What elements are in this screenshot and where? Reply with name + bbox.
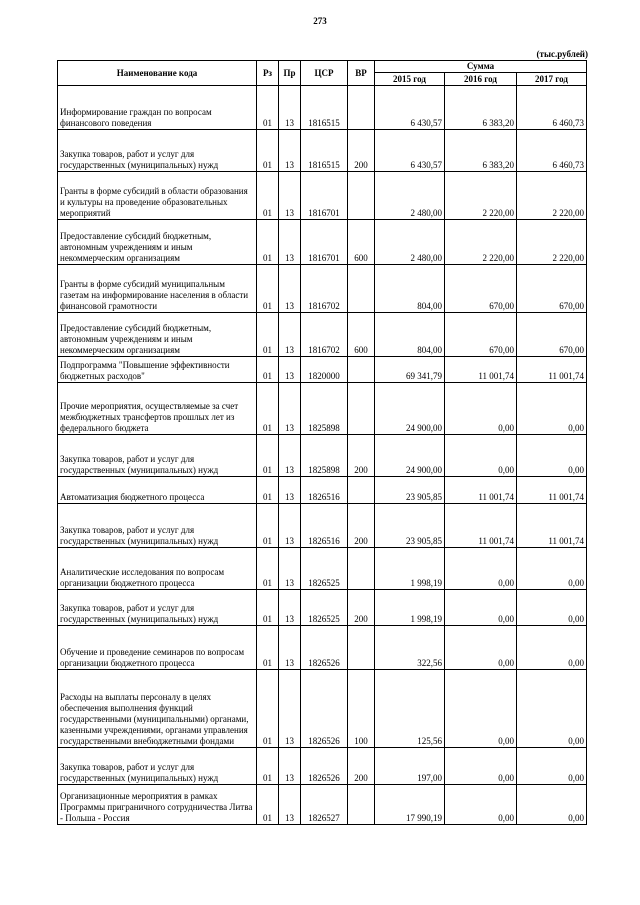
row-name: Прочие мероприятия, осуществляемые за счет межбюджетных трансфертов прошлых лет из федерального бюджета <box>58 383 257 435</box>
table-row <box>58 590 587 626</box>
row-rz: 01 <box>257 626 279 670</box>
row-vr: 200 <box>348 590 375 626</box>
table-row <box>58 265 587 313</box>
row-amount-2016: 2 220,00 <box>445 220 517 265</box>
row-amount-2016: 0,00 <box>445 590 517 626</box>
row-amount-2017: 0,00 <box>517 435 587 477</box>
row-amount-2015: 23 905,85 <box>375 477 445 504</box>
row-amount-2016: 0,00 <box>445 626 517 670</box>
row-amount-2016: 0,00 <box>445 785 517 825</box>
row-amount-2015: 69 341,79 <box>375 357 445 383</box>
units-label: (тыс.рублей) <box>536 49 588 59</box>
row-pr: 13 <box>279 477 301 504</box>
row-pr: 13 <box>279 626 301 670</box>
row-vr <box>348 172 375 220</box>
row-name: Закупка товаров, работ и услуг для государственных (муниципальных) нужд <box>58 435 257 477</box>
row-rz: 01 <box>257 86 279 130</box>
table-row <box>58 785 587 825</box>
header-csr: ЦСР <box>301 61 348 86</box>
row-amount-2015: 322,56 <box>375 626 445 670</box>
row-rz: 01 <box>257 265 279 313</box>
row-pr: 13 <box>279 357 301 383</box>
header-2017: 2017 год <box>517 73 587 86</box>
table-row <box>58 504 587 548</box>
table-row <box>58 435 587 477</box>
table-row <box>58 548 587 590</box>
row-vr: 200 <box>348 435 375 477</box>
row-csr: 1826516 <box>301 504 348 548</box>
row-rz: 01 <box>257 130 279 172</box>
row-csr: 1826525 <box>301 590 348 626</box>
row-csr: 1816702 <box>301 313 348 357</box>
header-vr: ВР <box>348 61 375 86</box>
row-pr: 13 <box>279 172 301 220</box>
row-amount-2017: 6 460,73 <box>517 130 587 172</box>
row-pr: 13 <box>279 548 301 590</box>
table-row <box>58 357 587 383</box>
row-amount-2017: 2 220,00 <box>517 172 587 220</box>
header-name: Наименование кода <box>58 61 257 86</box>
row-vr: 600 <box>348 220 375 265</box>
row-amount-2017: 11 001,74 <box>517 477 587 504</box>
row-amount-2017: 0,00 <box>517 590 587 626</box>
row-vr <box>348 626 375 670</box>
table-row <box>58 313 587 357</box>
row-vr <box>348 383 375 435</box>
table-row <box>58 670 587 748</box>
row-vr <box>348 265 375 313</box>
row-name: Закупка товаров, работ и услуг для государственных (муниципальных) нужд <box>58 590 257 626</box>
row-pr: 13 <box>279 130 301 172</box>
row-vr <box>348 357 375 383</box>
row-amount-2017: 0,00 <box>517 785 587 825</box>
row-amount-2017: 0,00 <box>517 670 587 748</box>
row-csr: 1825898 <box>301 383 348 435</box>
row-vr <box>348 548 375 590</box>
row-amount-2015: 804,00 <box>375 265 445 313</box>
row-csr: 1826526 <box>301 626 348 670</box>
row-name: Закупка товаров, работ и услуг для государственных (муниципальных) нужд <box>58 130 257 172</box>
row-csr: 1826527 <box>301 785 348 825</box>
row-rz: 01 <box>257 548 279 590</box>
row-vr: 100 <box>348 670 375 748</box>
row-name: Расходы на выплаты персоналу в целях обеспечения выполнения функций государственными (муниципальными) органами, казенными учреждениями, органами управления государственными внебюджетными фондами <box>58 670 257 748</box>
row-amount-2017: 11 001,74 <box>517 504 587 548</box>
row-vr: 200 <box>348 504 375 548</box>
row-rz: 01 <box>257 477 279 504</box>
row-rz: 01 <box>257 504 279 548</box>
row-amount-2016: 0,00 <box>445 670 517 748</box>
row-vr: 200 <box>348 130 375 172</box>
row-amount-2016: 0,00 <box>445 435 517 477</box>
row-amount-2015: 24 900,00 <box>375 435 445 477</box>
row-vr <box>348 86 375 130</box>
row-amount-2015: 125,56 <box>375 670 445 748</box>
row-amount-2017: 0,00 <box>517 548 587 590</box>
header-2015: 2015 год <box>375 73 445 86</box>
row-amount-2015: 6 430,57 <box>375 130 445 172</box>
row-name: Подпрограмма "Повышение эффективности бюджетных расходов" <box>58 357 257 383</box>
row-csr: 1826526 <box>301 670 348 748</box>
row-rz: 01 <box>257 785 279 825</box>
row-csr: 1820000 <box>301 357 348 383</box>
row-amount-2017: 2 220,00 <box>517 220 587 265</box>
row-name: Предоставление субсидий бюджетным, автономным учреждениям и иным некоммерческим организациям <box>58 313 257 357</box>
header-pr: Пр <box>279 61 301 86</box>
row-rz: 01 <box>257 220 279 265</box>
row-amount-2016: 0,00 <box>445 383 517 435</box>
row-name: Гранты в форме субсидий в области образования и культуры на проведение образовательных мероприятий <box>58 172 257 220</box>
row-vr <box>348 477 375 504</box>
row-amount-2017: 0,00 <box>517 383 587 435</box>
row-pr: 13 <box>279 265 301 313</box>
row-amount-2017: 670,00 <box>517 265 587 313</box>
row-amount-2017: 6 460,73 <box>517 86 587 130</box>
row-csr: 1826526 <box>301 748 348 785</box>
row-csr: 1826516 <box>301 477 348 504</box>
row-rz: 01 <box>257 435 279 477</box>
row-pr: 13 <box>279 383 301 435</box>
table-row <box>58 626 587 670</box>
row-amount-2015: 23 905,85 <box>375 504 445 548</box>
row-vr <box>348 785 375 825</box>
row-amount-2015: 6 430,57 <box>375 86 445 130</box>
row-amount-2015: 2 480,00 <box>375 172 445 220</box>
row-rz: 01 <box>257 383 279 435</box>
row-amount-2015: 804,00 <box>375 313 445 357</box>
row-pr: 13 <box>279 220 301 265</box>
row-amount-2015: 1 998,19 <box>375 548 445 590</box>
row-name: Предоставление субсидий бюджетным, автономным учреждениям и иным некоммерческим организациям <box>58 220 257 265</box>
row-name: Закупка товаров, работ и услуг для государственных (муниципальных) нужд <box>58 504 257 548</box>
row-amount-2017: 0,00 <box>517 748 587 785</box>
row-rz: 01 <box>257 670 279 748</box>
row-amount-2015: 197,00 <box>375 748 445 785</box>
header-sum: Сумма <box>375 61 587 73</box>
row-pr: 13 <box>279 785 301 825</box>
row-pr: 13 <box>279 504 301 548</box>
table-row <box>58 130 587 172</box>
table-row <box>58 172 587 220</box>
row-amount-2015: 2 480,00 <box>375 220 445 265</box>
row-name: Закупка товаров, работ и услуг для государственных (муниципальных) нужд <box>58 748 257 785</box>
row-amount-2016: 0,00 <box>445 548 517 590</box>
row-name: Аналитические исследования по вопросам организации бюджетного процесса <box>58 548 257 590</box>
row-name: Информирование граждан по вопросам финансового поведения <box>58 86 257 130</box>
row-pr: 13 <box>279 313 301 357</box>
table-row <box>58 477 587 504</box>
row-pr: 13 <box>279 748 301 785</box>
row-amount-2015: 24 900,00 <box>375 383 445 435</box>
table-row <box>58 220 587 265</box>
row-csr: 1816702 <box>301 265 348 313</box>
row-csr: 1826525 <box>301 548 348 590</box>
row-rz: 01 <box>257 357 279 383</box>
table-row <box>58 86 587 130</box>
row-csr: 1816515 <box>301 130 348 172</box>
row-csr: 1816701 <box>301 172 348 220</box>
row-rz: 01 <box>257 313 279 357</box>
row-amount-2016: 11 001,74 <box>445 357 517 383</box>
header-2016: 2016 год <box>445 73 517 86</box>
page-number: 273 <box>313 16 327 26</box>
row-amount-2016: 11 001,74 <box>445 477 517 504</box>
row-pr: 13 <box>279 435 301 477</box>
row-csr: 1816515 <box>301 86 348 130</box>
row-amount-2016: 670,00 <box>445 313 517 357</box>
row-amount-2015: 17 990,19 <box>375 785 445 825</box>
row-pr: 13 <box>279 590 301 626</box>
row-amount-2017: 11 001,74 <box>517 357 587 383</box>
table-row <box>58 748 587 785</box>
row-amount-2016: 6 383,20 <box>445 86 517 130</box>
row-amount-2016: 6 383,20 <box>445 130 517 172</box>
row-amount-2017: 0,00 <box>517 626 587 670</box>
row-vr: 600 <box>348 313 375 357</box>
row-amount-2015: 1 998,19 <box>375 590 445 626</box>
row-pr: 13 <box>279 670 301 748</box>
header-rz: Рз <box>257 61 279 86</box>
row-pr: 13 <box>279 86 301 130</box>
row-name: Организационные мероприятия в рамках Программы приграничного сотрудничества Литва - Польша - Россия <box>58 785 257 825</box>
row-amount-2016: 670,00 <box>445 265 517 313</box>
row-csr: 1825898 <box>301 435 348 477</box>
row-csr: 1816701 <box>301 220 348 265</box>
row-rz: 01 <box>257 590 279 626</box>
row-name: Обучение и проведение семинаров по вопросам организации бюджетного процесса <box>58 626 257 670</box>
row-amount-2016: 0,00 <box>445 748 517 785</box>
row-vr: 200 <box>348 748 375 785</box>
row-amount-2017: 670,00 <box>517 313 587 357</box>
budget-table <box>57 60 587 825</box>
table-row <box>58 383 587 435</box>
row-amount-2016: 11 001,74 <box>445 504 517 548</box>
row-name: Автоматизация бюджетного процесса <box>58 477 257 504</box>
row-rz: 01 <box>257 172 279 220</box>
row-name: Гранты в форме субсидий муниципальным газетам на информирование населения в области финансовой грамотности <box>58 265 257 313</box>
row-rz: 01 <box>257 748 279 785</box>
row-amount-2016: 2 220,00 <box>445 172 517 220</box>
